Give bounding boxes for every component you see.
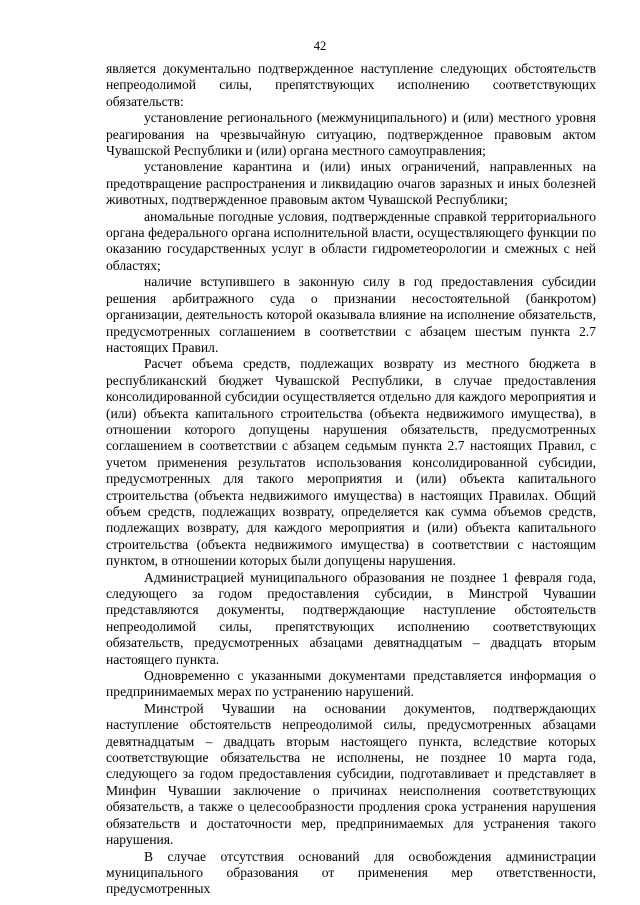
paragraph: Минстрой Чувашии на основании документов, подтверждающих наступление обстоятельств непреодолимой силы, предусмотренных абзацами девятнадцатым – двадцать вторым настоящего пункта, вследствие которых соответствующие обязательства не исполнены, не позднее 10 марта года, следующего за годом предоставления субсидии, подготавливает и представляет в Минфин Чувашии заключение о причинах неисполнения соответствующих обязательств, а также о целесообразности продления срока устранения нарушения обязательств и достаточности мер, предпринимаемых для устранения такого нарушения. — [106, 700, 596, 848]
paragraph: наличие вступившего в законную силу в год предоставления субсидии решения арбитражного суда о признании несостоятельной (банкротом) организации, деятельность которой оказывала влияние на исполнение обязательств, предусмотренных соглашением в соответствии с абзацем шестым пункта 2.7 настоящих Правил. — [106, 274, 596, 355]
page-number: 42 — [313, 39, 327, 53]
paragraph: Одновременно с указанными документами представляется информация о предпринимаемых мерах по устранению нарушений. — [106, 668, 596, 700]
paragraph: В случае отсутствия оснований для освобождения администрации муниципального образования от применения мер ответственности, предусмотренных — [106, 848, 596, 897]
document-body — [106, 61, 596, 898]
paragraph: установление карантина и (или) иных ограничений, направленных на предотвращение распространения и ликвидацию очагов заразных и иных болезней животных, подтвержденное правовым актом Чувашской Республики; — [106, 159, 596, 208]
paragraph: Администрацией муниципального образования не позднее 1 февраля года, следующего за годом предоставления субсидии, в Минстрой Чувашии представляются документы, подтверждающие наступление обстоятельств непреодолимой силы, препятствующих исполнению соответствующих обязательств, предусмотренных абзацами девятнадцатым – двадцать вторым настоящего пункта. — [106, 569, 596, 667]
paragraph: является документально подтвержденное наступление следующих обстоятельств непреодолимой силы, препятствующих исполнению соответствующих обязательств: — [106, 61, 596, 109]
paragraph: Расчет объема средств, подлежащих возврату из местного бюджета в республиканский бюджет Чувашской Республики, в случае предоставления консолидированной субсидии осуществляется отдельно для каждого мероприятия и (или) объекта капитального строительства (объекта недвижимого имущества), в отношении которого допущены нарушения обязательств, предусмотренных соглашением в соответствии с абзацем седьмым пункта 2.7 настоящих Правил, с учетом применения результатов использования консолидированной субсидии, предусмотренных для такого мероприятия и (или) объекта капитального строительства (объекта недвижимого имущества) в настоящих Правилах. Общий объем средств, подлежащих возврату, определяется как сумма объемов средств, подлежащих возврату, для каждого мероприятия и (или) объекта капитального строительства (объекта недвижимого имущества) в соответствии с настоящим пунктом, в отношении которых были допущены нарушения. — [106, 356, 596, 569]
paragraph: установление регионального (межмуниципального) и (или) местного уровня реагирования на чрезвычайную ситуацию, подтвержденное правовым актом Чувашской Республики и (или) органа местного самоуправления; — [106, 110, 596, 159]
paragraph: аномальные погодные условия, подтвержденные справкой территориального органа федерального органа исполнительной власти, осуществляющего функции по оказанию государственных услуг в области гидрометеорологии и смежных с ней областях; — [106, 208, 596, 273]
